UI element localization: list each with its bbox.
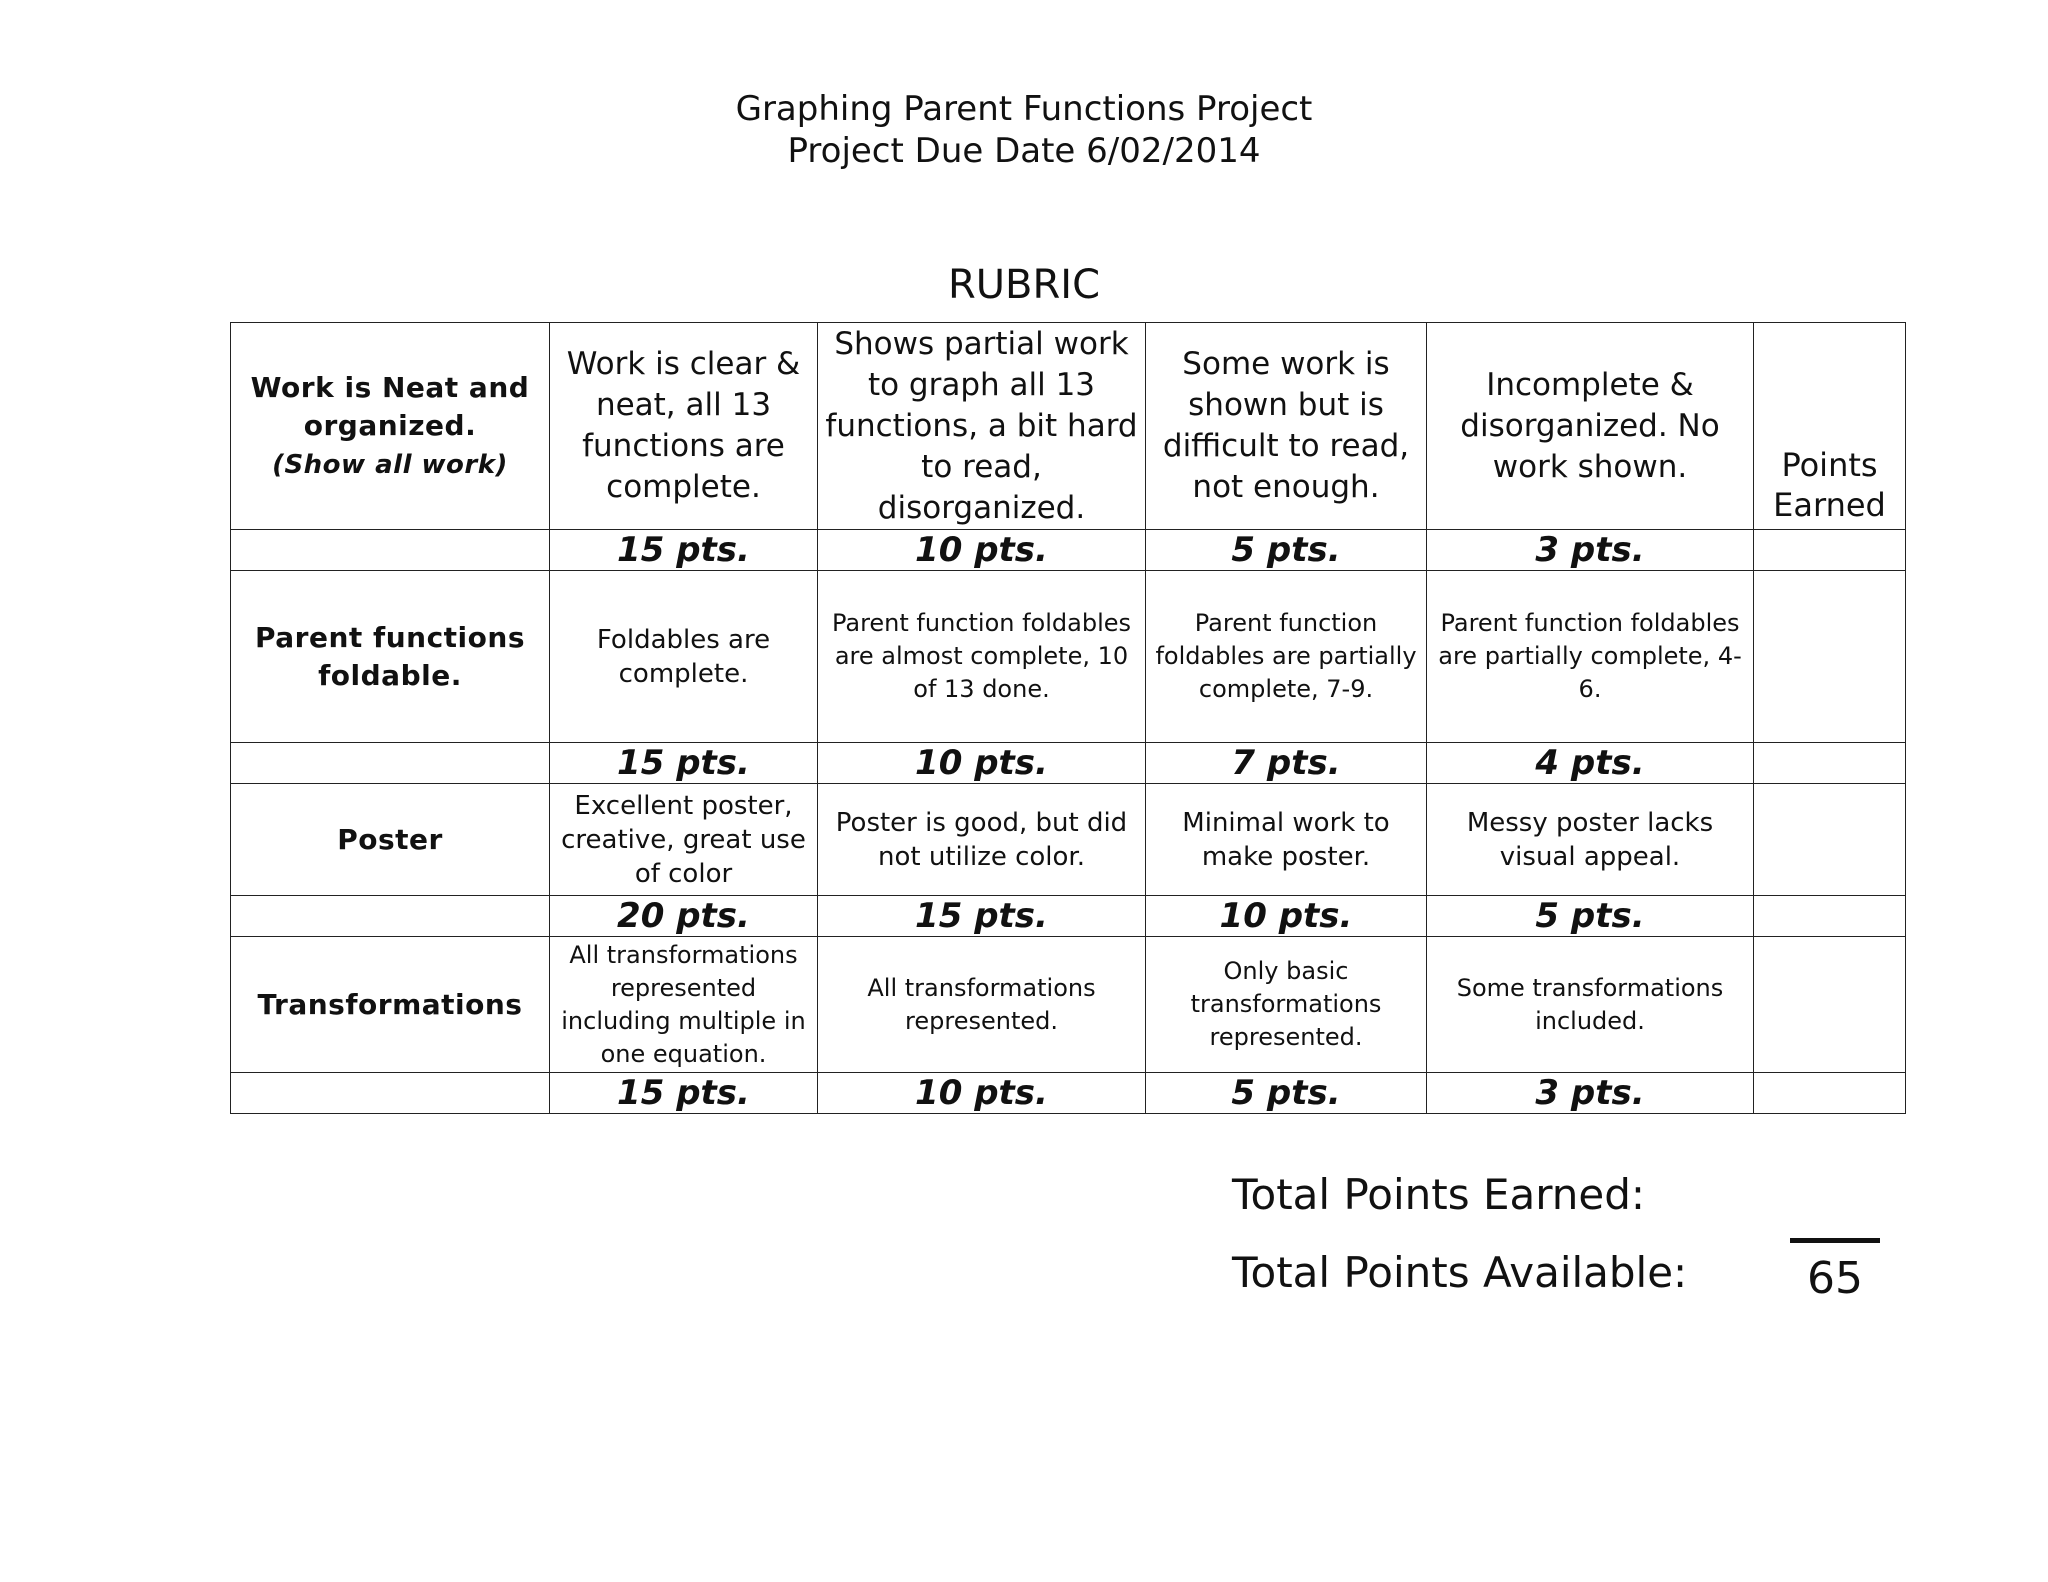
points-earned-cell[interactable]: [1754, 571, 1906, 743]
level-points: 15 pts.: [550, 1073, 818, 1114]
criterion-cell: [231, 323, 550, 530]
total-points-available-label: Total Points Available:: [1232, 1248, 1688, 1297]
level-description: Parent function foldables are partially complete, 4-6.: [1427, 571, 1754, 743]
level-points: 5 pts.: [1146, 1073, 1427, 1114]
empty-cell: [231, 896, 550, 937]
level-description: Only basic transformations represented.: [1146, 937, 1427, 1073]
level-description: All transformations represented.: [818, 937, 1146, 1073]
level-points: 5 pts.: [1427, 896, 1754, 937]
level-points: 4 pts.: [1427, 743, 1754, 784]
level-description: Incomplete & disorganized. No work shown.: [1427, 323, 1754, 530]
level-points: 15 pts.: [818, 896, 1146, 937]
points-earned-cell[interactable]: [1754, 1073, 1906, 1114]
level-points: 5 pts.: [1146, 530, 1427, 571]
level-description: Parent function foldables are almost complete, 10 of 13 done.: [818, 571, 1146, 743]
criterion-label: Transformations: [231, 937, 550, 1073]
empty-cell: [231, 1073, 550, 1114]
level-description: Shows partial work to graph all 13 functions, a bit hard to read, disorganized.: [818, 323, 1146, 530]
points-earned-header: Points Earned: [1754, 323, 1906, 530]
level-description: Some transformations included.: [1427, 937, 1754, 1073]
project-title: Graphing Parent Functions Project: [735, 89, 1313, 129]
level-points: 3 pts.: [1427, 530, 1754, 571]
due-date: Project Due Date 6/02/2014: [787, 131, 1261, 171]
level-description: Some work is shown but is difficult to read, not enough.: [1146, 323, 1427, 530]
rubric-row: [231, 937, 1906, 1073]
total-points-available-value: 65: [1790, 1238, 1880, 1304]
level-description: Excellent poster, creative, great use of color: [550, 784, 818, 896]
level-description: Messy poster lacks visual appeal.: [1427, 784, 1754, 896]
level-points: 10 pts.: [818, 1073, 1146, 1114]
level-points: 10 pts.: [818, 743, 1146, 784]
level-points: 15 pts.: [550, 743, 818, 784]
points-earned-cell[interactable]: [1754, 743, 1906, 784]
level-description: Work is clear & neat, all 13 functions are complete.: [550, 323, 818, 530]
rubric-table: [230, 322, 1906, 1114]
level-description: Parent function foldables are partially complete, 7-9.: [1146, 571, 1427, 743]
rubric-title: RUBRIC: [947, 262, 1101, 308]
points-earned-cell[interactable]: [1754, 530, 1906, 571]
total-points-earned-label: Total Points Earned:: [1232, 1170, 1646, 1219]
level-points: 10 pts.: [1146, 896, 1427, 937]
empty-cell: [231, 743, 550, 784]
level-points: 3 pts.: [1427, 1073, 1754, 1114]
criterion-label: Parent functions foldable.: [231, 571, 550, 743]
level-points: 7 pts.: [1146, 743, 1427, 784]
criterion-label: Work is Neat and organized.: [250, 370, 530, 442]
points-row: [231, 1073, 1906, 1114]
rubric-row: [231, 323, 1906, 530]
level-description: Foldables are complete.: [550, 571, 818, 743]
criterion-note: (Show all work): [272, 449, 508, 480]
level-points: 10 pts.: [818, 530, 1146, 571]
points-row: [231, 743, 1906, 784]
level-description: Poster is good, but did not utilize color.: [818, 784, 1146, 896]
points-row: [231, 530, 1906, 571]
document-header: [0, 88, 2048, 172]
level-points: 20 pts.: [550, 896, 818, 937]
level-points: 15 pts.: [550, 530, 818, 571]
empty-cell: [231, 530, 550, 571]
points-earned-cell[interactable]: [1754, 896, 1906, 937]
criterion-label: Poster: [231, 784, 550, 896]
level-description: Minimal work to make poster.: [1146, 784, 1427, 896]
points-earned-cell[interactable]: [1754, 784, 1906, 896]
rubric-row: [231, 784, 1906, 896]
rubric-row: [231, 571, 1906, 743]
points-row: [231, 896, 1906, 937]
points-earned-cell[interactable]: [1754, 937, 1906, 1073]
level-description: All transformations represented including multiple in one equation.: [550, 937, 818, 1073]
